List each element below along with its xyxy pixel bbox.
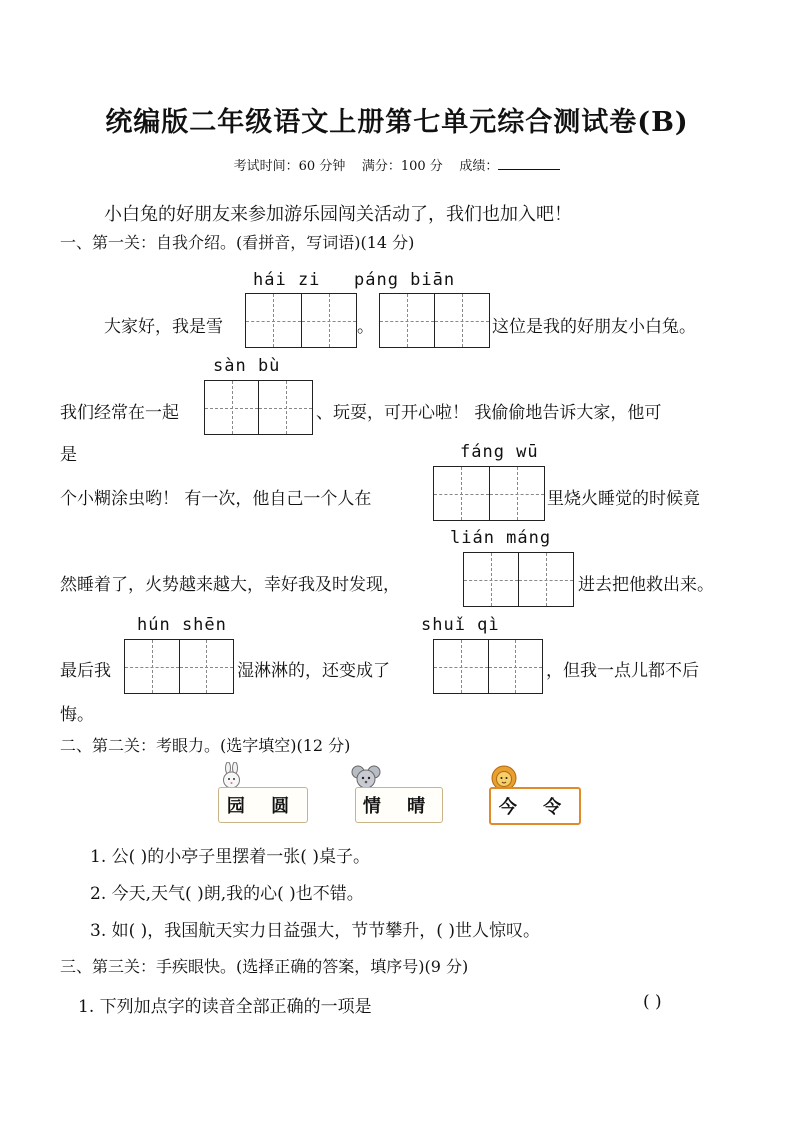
- s1-text-7: 个小糊涂虫哟！ 有一次，他自己一个人在: [60, 489, 372, 509]
- pinyin-hunshen: hún shēn: [137, 615, 227, 635]
- s1-text-5: 、玩耍，可开心啦！ 我偷偷地告诉大家，他可: [316, 403, 662, 423]
- section3-heading: 三、第三关：手疾眼快。(选择正确的答案，填序号)(9 分): [60, 957, 469, 976]
- answer-box-shuiqi[interactable]: [433, 639, 543, 694]
- exam-full-score: 满分：100 分: [361, 159, 443, 174]
- char-card-ling: 今 令: [489, 787, 581, 825]
- s1-text-10: 进去把他救出来。: [578, 575, 714, 595]
- s1-text-6: 是: [60, 445, 77, 465]
- char-card-qing: 情 晴: [355, 787, 443, 823]
- char-card-yuan: 园 圆: [218, 787, 308, 823]
- s1-text-2: 。: [357, 317, 374, 337]
- pinyin-lianmang: lián máng: [450, 528, 552, 548]
- pinyin-fangwu: fáng wū: [460, 442, 539, 462]
- page-title: 统编版二年级语文上册第七单元综合测试卷(B): [105, 107, 689, 138]
- answer-box-hunshen[interactable]: [124, 639, 234, 694]
- exam-result-label: 成绩：: [459, 159, 499, 174]
- s1-text-13: ，但我一点儿都不后: [546, 661, 699, 681]
- s1-text-8: 里烧火睡觉的时候竟: [547, 489, 700, 509]
- result-blank[interactable]: [498, 157, 560, 170]
- s1-text-9: 然睡着了，火势越来越大，幸好我及时发现，: [60, 575, 400, 595]
- exam-meta: [0, 155, 794, 174]
- s1-text-3: 这位是我的好朋友小白兔。: [492, 317, 696, 337]
- s1-text-11: 最后我: [60, 661, 111, 681]
- pinyin-sanbu: sàn bù: [213, 356, 281, 376]
- answer-box-lianmang[interactable]: [463, 552, 574, 607]
- intro-text: 小白兔的好朋友来参加游乐园闯关活动了，我们也加入吧！: [104, 204, 572, 225]
- section2-heading: 二、第二关：考眼力。(选字填空)(12 分): [60, 736, 351, 755]
- s2-item-3: 3. 如( )，我国航天实力日益强大，节节攀升，( )世人惊叹。: [90, 921, 540, 941]
- s1-text-1: 大家好，我是雪: [104, 317, 223, 337]
- answer-box-sanbu[interactable]: [204, 380, 313, 435]
- s1-text-12: 湿淋淋的，还变成了: [237, 661, 390, 681]
- s2-item-2: 2. 今天,天气( )朗,我的心( )也不错。: [90, 884, 364, 904]
- s3-item-1: 1. 下列加点字的读音全部正确的一项是: [78, 997, 372, 1017]
- pinyin-shuiqi: shuǐ qì: [421, 615, 500, 635]
- answer-box-haizi[interactable]: [245, 293, 357, 348]
- pinyin-haizi: hái zi: [253, 270, 321, 290]
- answer-box-fangwu[interactable]: [433, 466, 545, 521]
- rabbit-icon: [219, 762, 245, 790]
- pinyin-pangbian: páng biān: [354, 270, 456, 290]
- exam-time: 考试时间：60 分钟: [233, 159, 346, 174]
- answer-bracket[interactable]: ( ): [643, 992, 662, 1012]
- section1-heading: 一、第一关：自我介绍。(看拼音，写词语)(14 分): [60, 233, 415, 252]
- answer-box-pangbian[interactable]: [379, 293, 490, 348]
- s1-text-4: 我们经常在一起: [60, 403, 179, 423]
- s2-item-1: 1. 公( )的小亭子里摆着一张( )桌子。: [90, 847, 370, 867]
- s1-text-14: 悔。: [60, 705, 94, 725]
